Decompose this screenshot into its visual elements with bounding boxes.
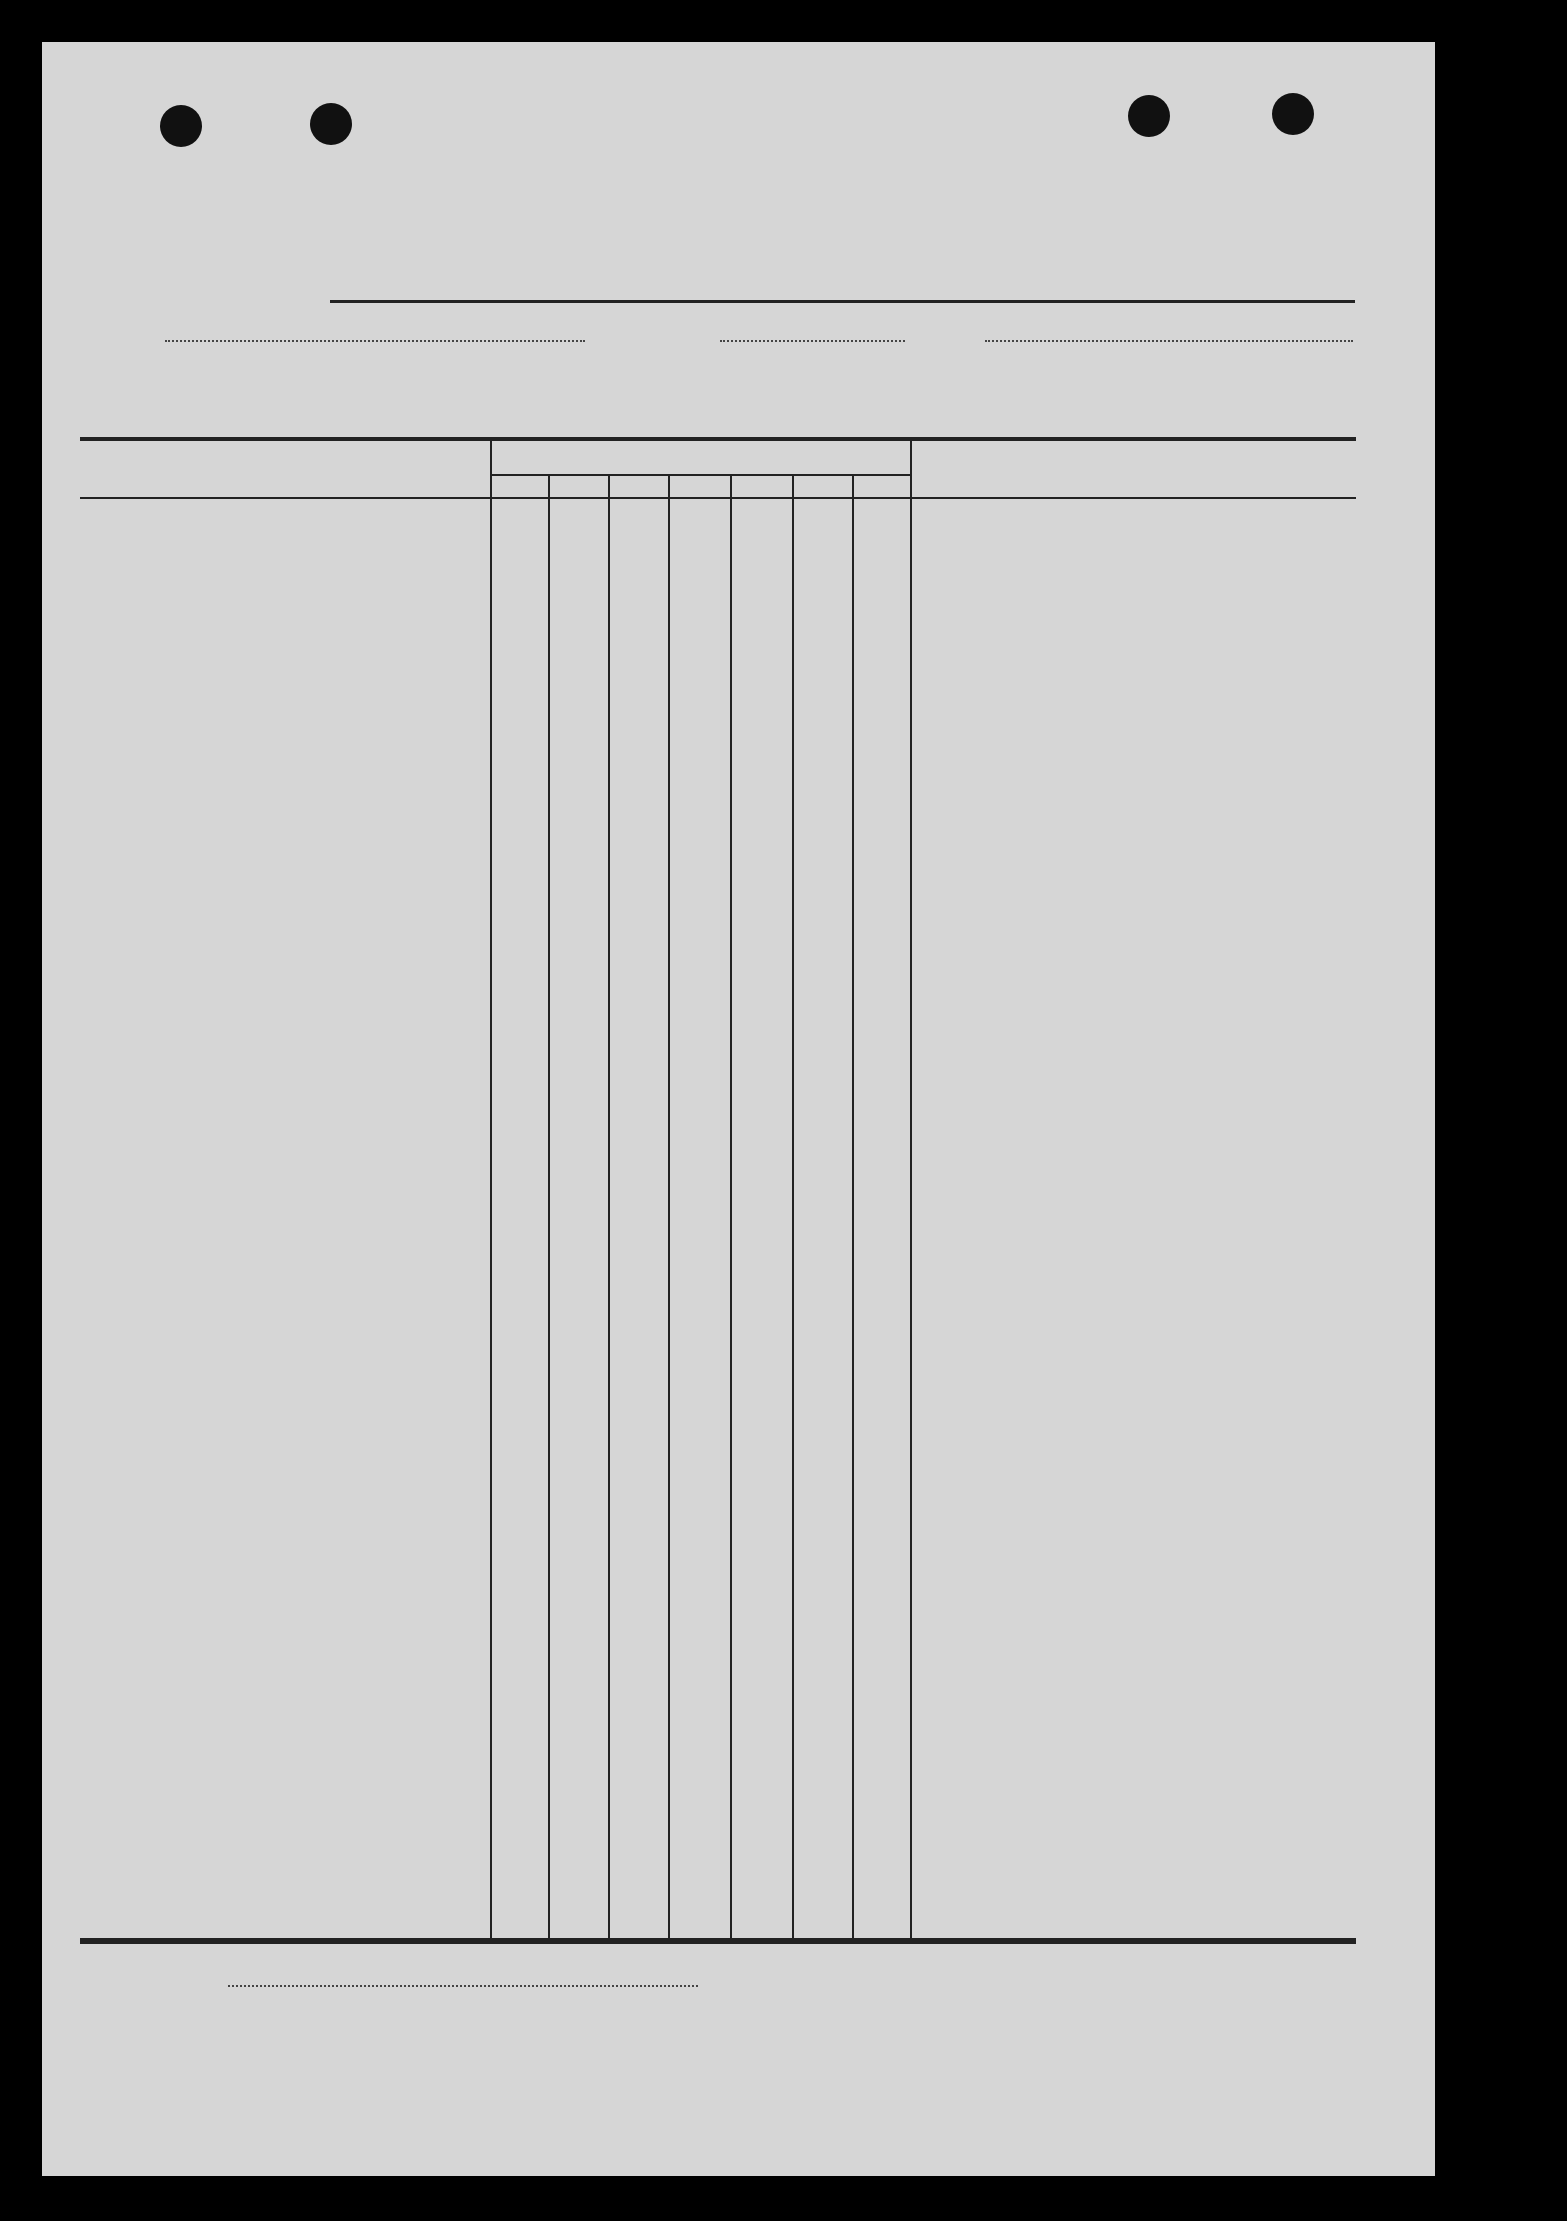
divider bbox=[330, 300, 1355, 303]
owner-subheader-rule bbox=[490, 474, 910, 476]
column-divider bbox=[490, 437, 492, 1940]
column-divider bbox=[548, 475, 550, 1940]
date-dotline bbox=[985, 340, 1353, 342]
flight-dotline bbox=[720, 340, 905, 342]
punch-hole bbox=[1272, 93, 1314, 135]
column-divider bbox=[910, 437, 912, 1940]
column-divider bbox=[852, 475, 854, 1940]
punch-hole bbox=[310, 103, 352, 145]
table-top-rule bbox=[80, 437, 1356, 441]
column-divider bbox=[730, 475, 732, 1940]
column-divider bbox=[668, 475, 670, 1940]
punch-hole bbox=[1128, 95, 1170, 137]
footer-rule bbox=[80, 1942, 1356, 1944]
manifest-page bbox=[42, 42, 1435, 2176]
punch-hole bbox=[160, 105, 202, 147]
prepared-dotline bbox=[228, 1985, 698, 1987]
aircraft-dotline bbox=[165, 340, 585, 342]
column-divider bbox=[608, 475, 610, 1940]
table-header-rule bbox=[80, 497, 1356, 499]
column-divider bbox=[792, 475, 794, 1940]
